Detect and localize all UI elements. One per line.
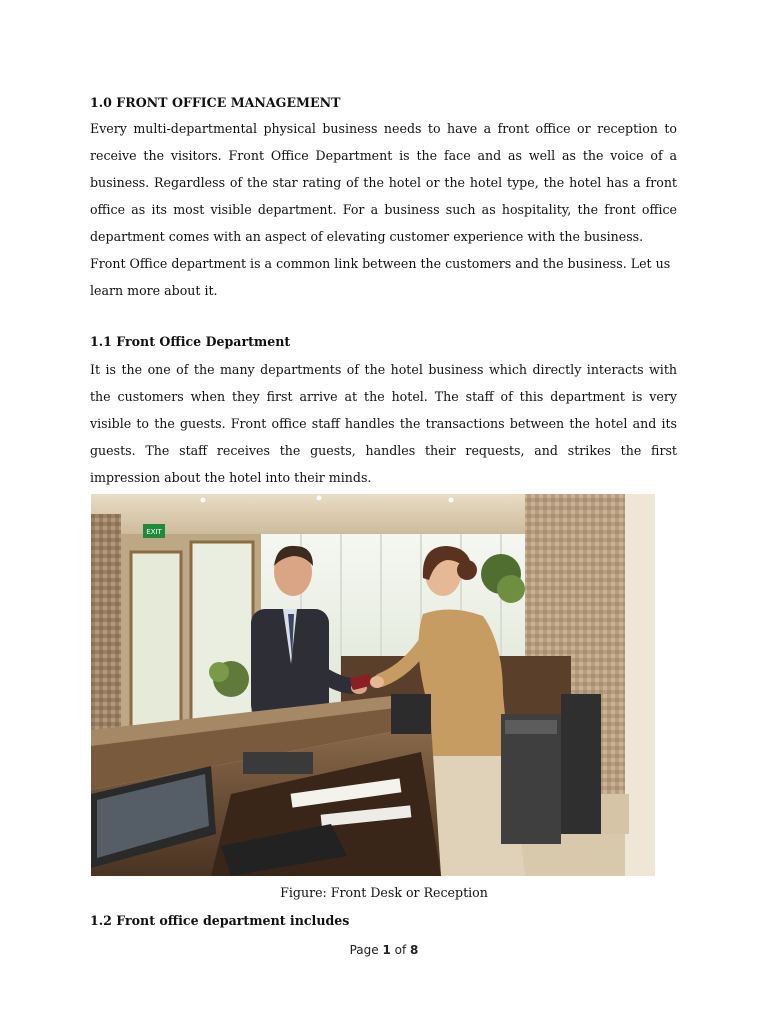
section-body — [90, 356, 677, 491]
section-heading-front-office-includes: 1.2 Front office department includes — [90, 913, 350, 928]
paragraph: Every multi-departmental physical business needs to have a front office or reception to receive the visitors. Front Office Department is the face and as well as the voice of a business. Regardless of the star rating of the hotel or the hotel type, the hotel has a front office as its most visible department. For a business such as hospitality, the front office department comes with an aspect of elevating customer experience with the business. — [90, 121, 677, 244]
reception-illustration — [91, 494, 655, 876]
exit-sign-text: EXIT — [146, 528, 162, 536]
section-body — [90, 115, 677, 304]
page-number: Page 1 of 8 — [349, 943, 419, 957]
paragraph: It is the one of the many departments of the hotel business which directly interacts with the customers when they first arrive at the hotel. The staff of this department is very visible to the guests. Front office staff handles the transactions between the hotel and its guests. The staff receives the guests, handles their requests, and strikes the first impression about the hotel into their minds. — [90, 362, 677, 485]
paragraph: Front Office department is a common link between the customers and the business. Let us learn more about it. — [90, 256, 671, 298]
section-heading-front-office-department: 1.1 Front Office Department — [90, 334, 291, 349]
figure-caption: Figure: Front Desk or Reception — [280, 885, 488, 900]
section-heading-front-office-management: 1.0 FRONT OFFICE MANAGEMENT — [90, 95, 341, 110]
reception-photo — [91, 494, 655, 876]
